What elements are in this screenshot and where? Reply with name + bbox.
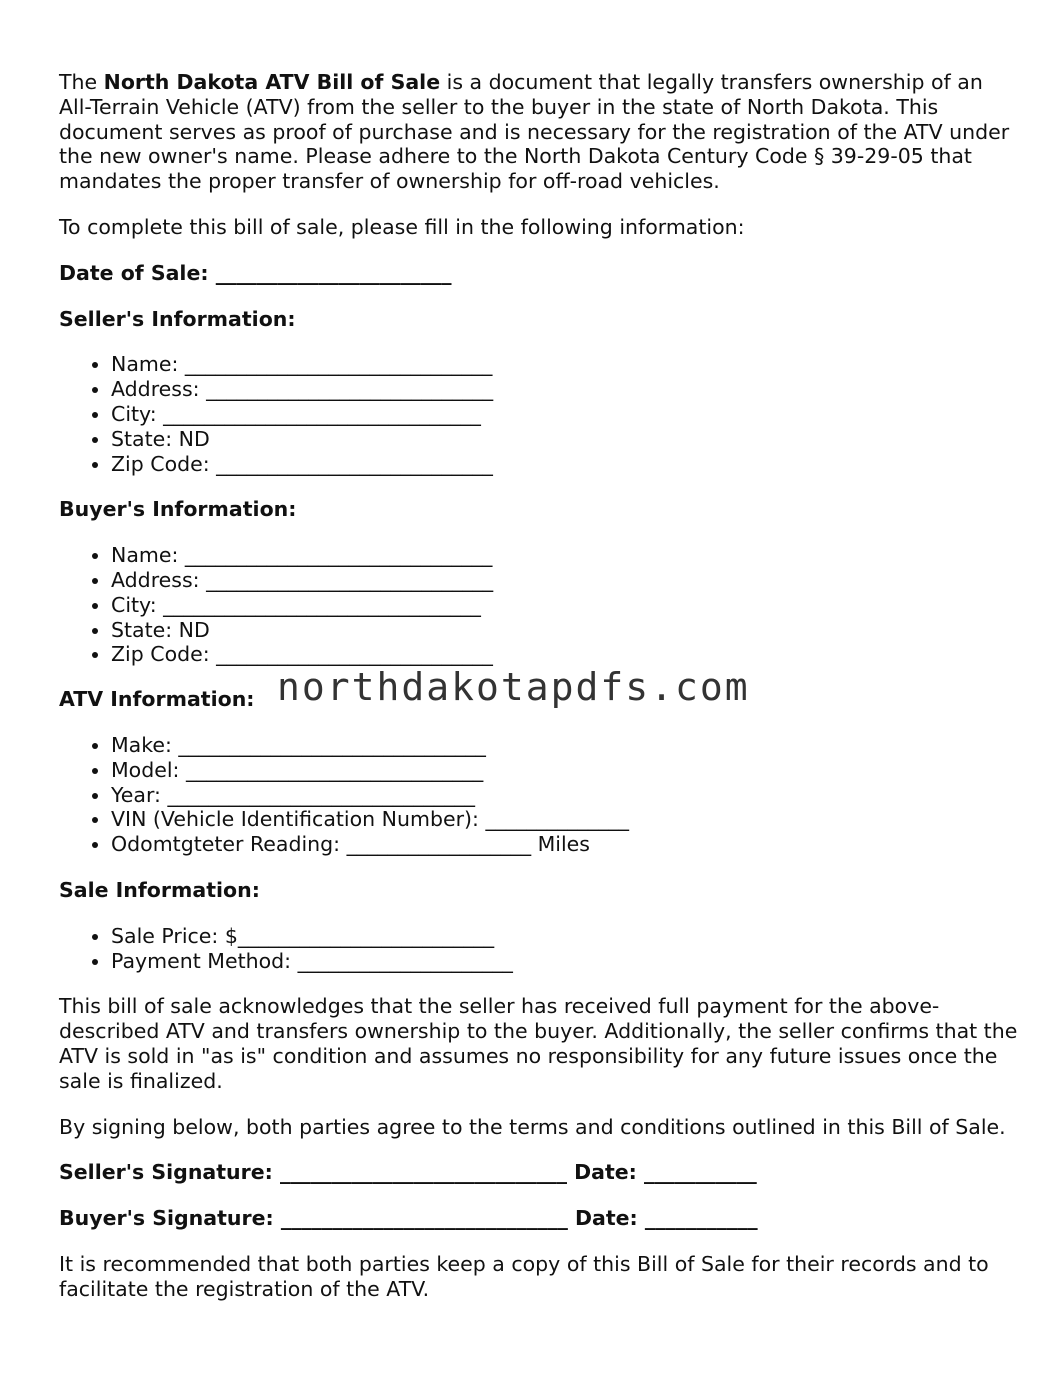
seller-city-field[interactable]: • City: _______________________________	[111, 402, 1019, 427]
intro-pre: The	[59, 70, 104, 94]
seller-signature-line[interactable]: Seller's Signature: ____________________________ Date: ___________	[59, 1160, 757, 1185]
buyer-zip-field[interactable]: • Zip Code: ___________________________	[111, 642, 1019, 667]
payment-method-field[interactable]: • Payment Method: _____________________	[111, 949, 1019, 974]
sale-price-field[interactable]: • Sale Price: $_________________________	[111, 924, 1019, 949]
buyer-address-field[interactable]: • Address: ____________________________	[111, 568, 1019, 593]
buyer-section-title: Buyer's Information:	[59, 497, 297, 522]
sale-info-list	[59, 924, 1019, 974]
intro-paragraph	[59, 70, 1019, 194]
seller-zip-field[interactable]: • Zip Code: ___________________________	[111, 452, 1019, 477]
instructions-line: To complete this bill of sale, please fill in the following information:	[59, 214, 745, 239]
watermark-text: northdakotapdfs.com	[277, 665, 750, 710]
acknowledgement-paragraph: This bill of sale acknowledges that the seller has received full payment for the above-described ATV and transfers ownership to the buyer. Additionally, the seller confirms that the ATV is sold in "as is" condition and assumes no responsibility for any future issues once the sale is finalized.	[59, 994, 1018, 1093]
atv-odometer-field[interactable]: • Odomtgteter Reading: __________________ Miles	[111, 832, 1019, 857]
atv-year-field[interactable]: • Year: ______________________________	[111, 783, 1019, 808]
atv-title-row	[59, 665, 1019, 712]
buyer-state-field: • State: ND	[111, 618, 1019, 643]
buyer-city-field[interactable]: • City: _______________________________	[111, 593, 1019, 618]
seller-section-title: Seller's Information:	[59, 306, 296, 331]
closing-paragraph: It is recommended that both parties keep a copy of this Bill of Sale for their records and to facilitate the registration of the ATV.	[59, 1251, 989, 1301]
agreement-paragraph: By signing below, both parties agree to the terms and conditions outlined in this Bill of Sale.	[59, 1114, 1006, 1139]
buyer-info-list	[59, 543, 1019, 667]
buyer-name-field[interactable]: • Name: ______________________________	[111, 543, 1019, 568]
atv-vin-field[interactable]: • VIN (Vehicle Identification Number): ______________	[111, 807, 1019, 832]
atv-section-title: ATV Information:	[59, 687, 255, 712]
atv-info-list	[59, 733, 1019, 857]
seller-address-field[interactable]: • Address: ____________________________	[111, 377, 1019, 402]
buyer-signature-line[interactable]: Buyer's Signature: ____________________________ Date: ___________	[59, 1206, 758, 1231]
date-of-sale-field[interactable]: Date of Sale: _______________________	[59, 260, 452, 285]
atv-make-field[interactable]: • Make: ______________________________	[111, 733, 1019, 758]
sale-section-title: Sale Information:	[59, 877, 260, 902]
seller-info-list	[59, 352, 1019, 476]
document-page	[59, 70, 1019, 1322]
intro-title-bold: North Dakota ATV Bill of Sale	[103, 70, 441, 94]
intro-body: is a document that legally transfers ownership of an All-Terrain Vehicle (ATV) from the seller to the buyer in the state of North Dakota. This document serves as proof of purchase and is necessary for the registration of the ATV under the new owner's name. Please adhere to the North Dakota Century Code § 39-29-05 that mandates the proper transfer of ownership for off-road vehicles.	[59, 70, 1010, 194]
seller-state-field: • State: ND	[111, 427, 1019, 452]
atv-model-field[interactable]: • Model: _____________________________	[111, 758, 1019, 783]
seller-name-field[interactable]: • Name: ______________________________	[111, 352, 1019, 377]
